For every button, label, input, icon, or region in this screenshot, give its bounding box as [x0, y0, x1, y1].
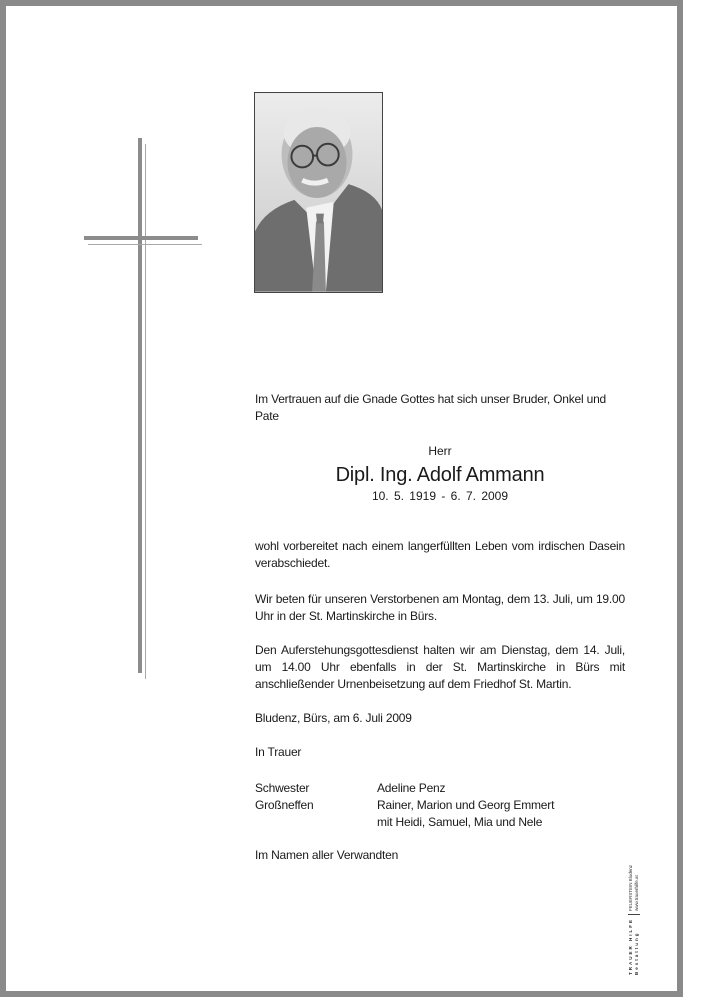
imprint-contact: [628, 865, 640, 911]
life-dates: 10. 5. 1919 - 6. 7. 2009: [371, 489, 509, 503]
mourner-row: [255, 797, 554, 814]
paragraph-service: Den Auferstehungsgottesdienst halten wir am Dienstag, dem 14. Juli, um 14.00 Uhr ebenfalls in der St. Martinskirche in Bürs mit anschließender Urnenbeisetzung auf dem Friedhof St. Martin.: [255, 643, 625, 691]
mourner-names: Adeline Penz: [377, 781, 446, 795]
mourner-relation: Schwester: [255, 781, 310, 795]
mourner-names: Rainer, Marion und Georg Emmert: [377, 798, 555, 812]
mourners-list: [255, 780, 554, 831]
mourner-names: mit Heidi, Samuel, Mia und Nele: [377, 815, 543, 829]
portrait-photo: [254, 92, 383, 293]
intro-text: Im Vertrauen auf die Gnade Gottes hat sich unser Bruder, Onkel und Pate: [255, 392, 607, 423]
imprint-website: www.trauerhilfe.at: [634, 875, 639, 912]
cross-vertical-bar: [138, 138, 142, 673]
portrait-illustration: [255, 93, 382, 292]
in-mourning: In Trauer: [255, 745, 302, 759]
deceased-name: Dipl. Ing. Adolf Ammann: [335, 464, 545, 486]
place-date: Bludenz, Bürs, am 6. Juli 2009: [255, 711, 412, 725]
funeral-home-imprint: [628, 865, 668, 975]
cross-vertical-shadow: [145, 144, 146, 679]
imprint-brand: [628, 914, 640, 975]
cross-horizontal-bar: [84, 236, 198, 240]
mourner-row: [255, 780, 554, 797]
paragraph-prayer: Wir beten für unseren Verstorbenen am Montag, dem 13. Juli, um 19.00 Uhr in der St. Martinskirche in Bürs.: [255, 592, 625, 623]
mourner-row: [255, 814, 554, 831]
mourner-relation: [255, 814, 377, 831]
paragraph-farewell: wohl vorbereitet nach einem langerfüllten Leben vom irdischen Dasein verabschiedet.: [255, 539, 625, 570]
imprint-brand-name: TRAUER HILFE: [628, 918, 633, 975]
cross-horizontal-shadow: [88, 244, 202, 245]
imprint-brand-sub: Bestattung: [634, 931, 639, 975]
closing-text: Im Namen aller Verwandten: [255, 848, 399, 862]
mourner-relation: Großneffen: [255, 798, 314, 812]
honorific: Herr: [428, 444, 452, 458]
imprint-company: FEUERSTEIN Bludenz: [628, 865, 633, 912]
